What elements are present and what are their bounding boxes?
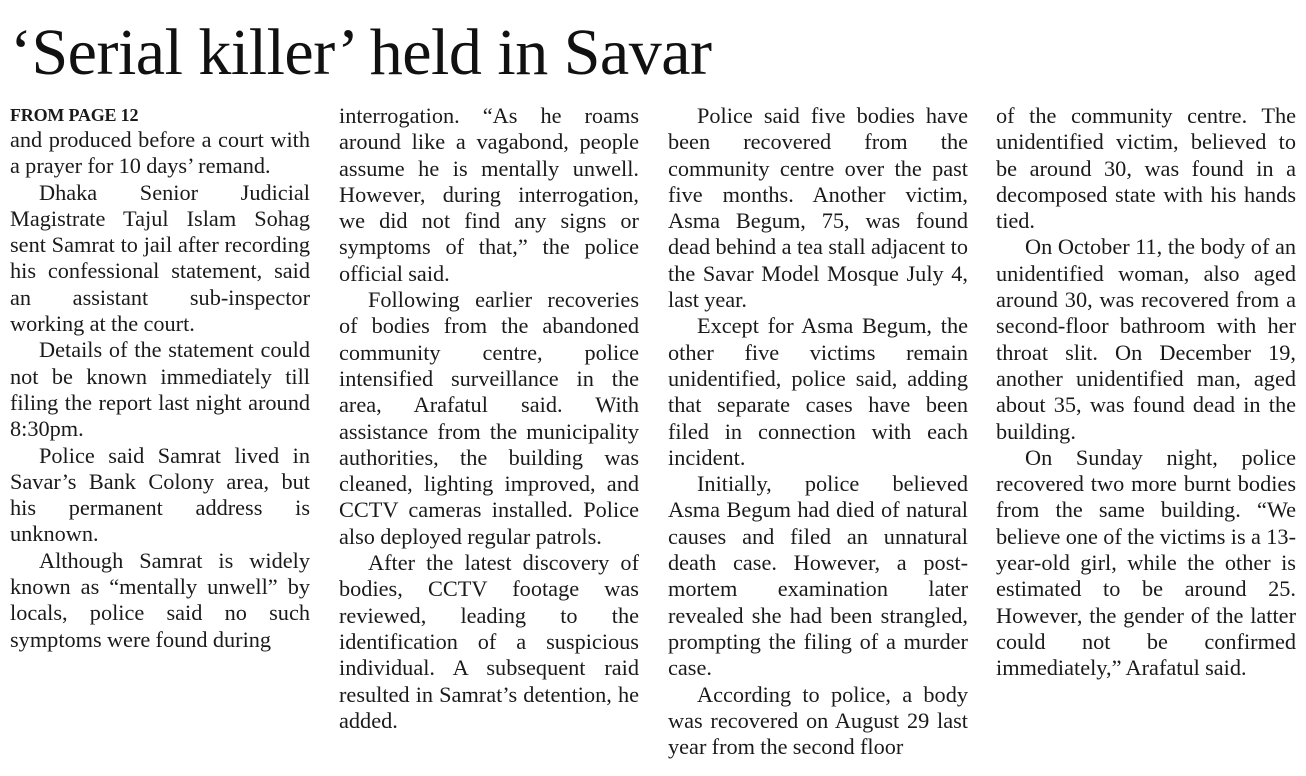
paragraph: Police said Samrat lived in Savar’s Bank Colony area, but his permanent address is unknown. (10, 442, 310, 547)
paragraph: After the latest discovery of bodies, CCTV footage was reviewed, leading to the identification of a suspicious individual. A subsequent raid resulted in Samrat’s detention, he added. (339, 550, 639, 733)
paragraph: On October 11, the body of an unidentified woman, also aged around 30, was recovered from a second-floor bathroom with her throat slit. On December 19, another unidentified man, aged about 35, was found dead in the building. (996, 234, 1296, 444)
paragraph: of the community centre. The unidentified victim, believed to be around 30, was found in a decomposed state with his hands tied. (996, 103, 1296, 234)
article-column-2 (339, 103, 639, 763)
paragraph: Although Samrat is widely known as “mentally unwell” by locals, police said no such symptoms were found during (10, 547, 310, 652)
paragraph: and produced before a court with a prayer for 10 days’ remand. (10, 127, 310, 179)
article-column-1 (10, 103, 310, 763)
continued-from-label: FROM PAGE 12 (10, 105, 139, 125)
paragraph: Except for Asma Begum, the other five victims remain unidentified, police said, adding that separate cases have been filed in connection with each incident. (668, 313, 968, 470)
paragraph: Following earlier recoveries of bodies from the abandoned community centre, police intensified surveillance in the area, Arafatul said. With assistance from the municipality authorities, the building was cleaned, lighting improved, and CCTV cameras installed. Police also deployed regular patrols. (339, 287, 639, 549)
paragraph: interrogation. “As he roams around like a vagabond, people assume he is mentally unwell. However, during interrogation, we did not find any signs or symptoms of that,” the police official said. (339, 103, 639, 286)
paragraph: According to police, a body was recovered on August 29 last year from the second floor (668, 681, 968, 760)
article-column-3 (668, 103, 968, 763)
article-body (10, 103, 1296, 763)
article-headline: ‘Serial killer’ held in Savar (10, 16, 712, 89)
article-column-4 (996, 103, 1296, 763)
paragraph: Initially, police believed Asma Begum had died of natural causes and filed an unnatural death case. However, a post-mortem examination later revealed she had been strangled, prompting the filing of a murder case. (668, 471, 968, 681)
paragraph: On Sunday night, police recovered two more burnt bodies from the same building. “We believe one of the victims is a 13-year-old girl, while the other is estimated to be around 25. However, the gender of the latter could not be confirmed immediately,” Arafatul said. (996, 444, 1296, 681)
paragraph: Police said five bodies have been recovered from the community centre over the past five months. Another victim, Asma Begum, 75, was found dead behind a tea stall adjacent to the Savar Model Mosque July 4, last year. (668, 103, 968, 313)
paragraph: Dhaka Senior Judicial Magistrate Tajul Islam Sohag sent Samrat to jail after recording his confessional statement, said an assistant sub-inspector working at the court. (10, 179, 310, 337)
paragraph: Details of the statement could not be known immediately till filing the report last night around 8:30pm. (10, 337, 310, 442)
